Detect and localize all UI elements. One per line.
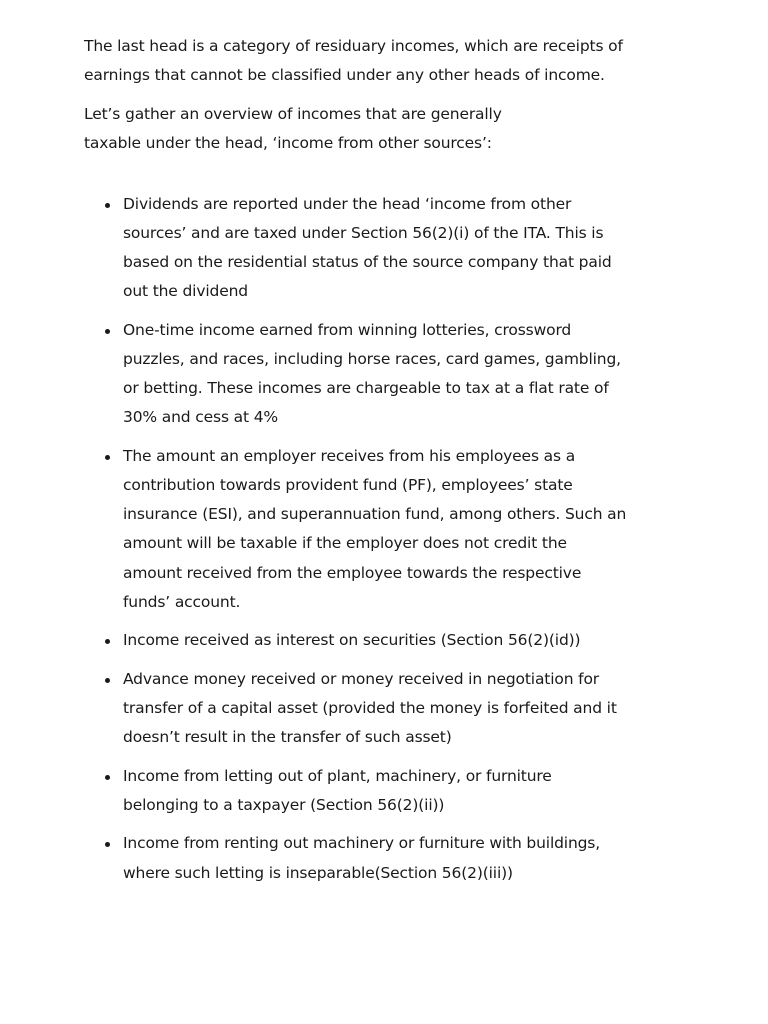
list-item: Advance money received or money received in negotiation for transfer of a capital asset (provided the money is forfeited and it doesn’t result in the transfer of such asset) xyxy=(84,665,629,753)
list-item: The amount an employer receives from his employees as a contribution towards provident fund (PF), employees’ state insurance (ESI), and superannuation fund, among others. Such an amount will be taxable if the employer does not credit the amount received from the employee towards the respective funds’ account. xyxy=(84,442,629,617)
list-item: One-time income earned from winning lotteries, crossword puzzles, and races, including horse races, card games, gambling, or betting. These incomes are chargeable to tax at a flat rate of 30% and cess at 4% xyxy=(84,316,629,433)
overview-line-1: Let’s gather an overview of incomes that are generally xyxy=(84,104,502,123)
overview-line-2: taxable under the head, ‘income from other sources’: xyxy=(84,134,492,153)
list-item: Income from renting out machinery or furniture with buildings, where such letting is inseparable(Section 56(2)(iii)) xyxy=(84,829,629,887)
intro-paragraph: The last head is a category of residuary incomes, which are receipts of earnings that cannot be classified under any other heads of income. xyxy=(84,37,623,85)
list-item: Dividends are reported under the head ‘income from other sources’ and are taxed under Section 56(2)(i) of the ITA. This is based on the residential status of the source company that paid out the dividend xyxy=(84,190,629,307)
list-item: Income from letting out of plant, machinery, or furniture belonging to a taxpayer (Section 56(2)(ii)) xyxy=(84,762,629,820)
overview-paragraph xyxy=(84,100,629,159)
article-content xyxy=(84,32,629,897)
list-item: Income received as interest on securities (Section 56(2)(id)) xyxy=(84,626,629,655)
taxable-incomes-list xyxy=(84,190,629,888)
